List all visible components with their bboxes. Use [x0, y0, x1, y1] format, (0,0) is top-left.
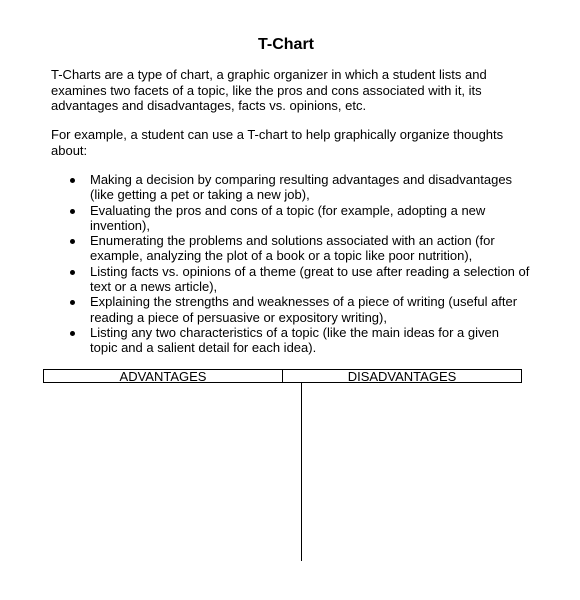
bullet-icon — [70, 209, 75, 214]
bullet-text: Listing facts vs. opinions of a theme (great to use after reading a selection of text or a news article), — [90, 263, 530, 295]
t-chart — [43, 369, 523, 561]
advantages-header: ADVANTAGES — [44, 370, 283, 382]
t-chart-header-row — [43, 369, 522, 383]
bullet-item — [90, 203, 530, 234]
bullet-text: Enumerating the problems and solutions associated with an action (for example, analyzing the plot of a book or a topic like poor nutrition), — [90, 233, 495, 264]
bullet-text: Listing any two characteristics of a topic (like the main ideas for a given topic and a salient detail for each idea). — [90, 324, 499, 356]
bullet-item — [90, 325, 530, 356]
bullet-list — [90, 172, 530, 356]
disadvantages-header: DISADVANTAGES — [347, 369, 457, 384]
disadvantages-column[interactable] — [302, 383, 522, 561]
bullet-icon — [70, 331, 75, 336]
bullet-item — [90, 264, 530, 295]
bullet-item — [90, 294, 530, 325]
example-lead-paragraph: For example, a student can use a T-chart to help graphically organize thoughts about: — [51, 127, 504, 158]
bullet-icon — [70, 239, 75, 244]
bullet-item — [90, 233, 530, 264]
advantages-column[interactable] — [43, 383, 301, 561]
bullet-icon — [70, 270, 75, 275]
bullet-item — [90, 172, 530, 203]
bullet-text: Making a decision by comparing resulting advantages and disadvantages (like getting a pet or taking a new job), — [90, 172, 513, 203]
intro-paragraph: T-Charts are a type of chart, a graphic organizer in which a student lists and examines two facets of a topic, like the pros and cons associated with it, its advantages and disadvantages, facts vs. opinions, etc. — [51, 67, 487, 113]
bullet-text: Explaining the strengths and weaknesses of a piece of writing (useful after reading a piece of persuasive or expository writing), — [90, 294, 518, 325]
bullet-icon — [70, 178, 75, 183]
bullet-text: Evaluating the pros and cons of a topic (for example, adopting a new invention), — [90, 202, 486, 233]
page-title: T-Chart — [258, 36, 314, 53]
bullet-icon — [70, 300, 75, 305]
